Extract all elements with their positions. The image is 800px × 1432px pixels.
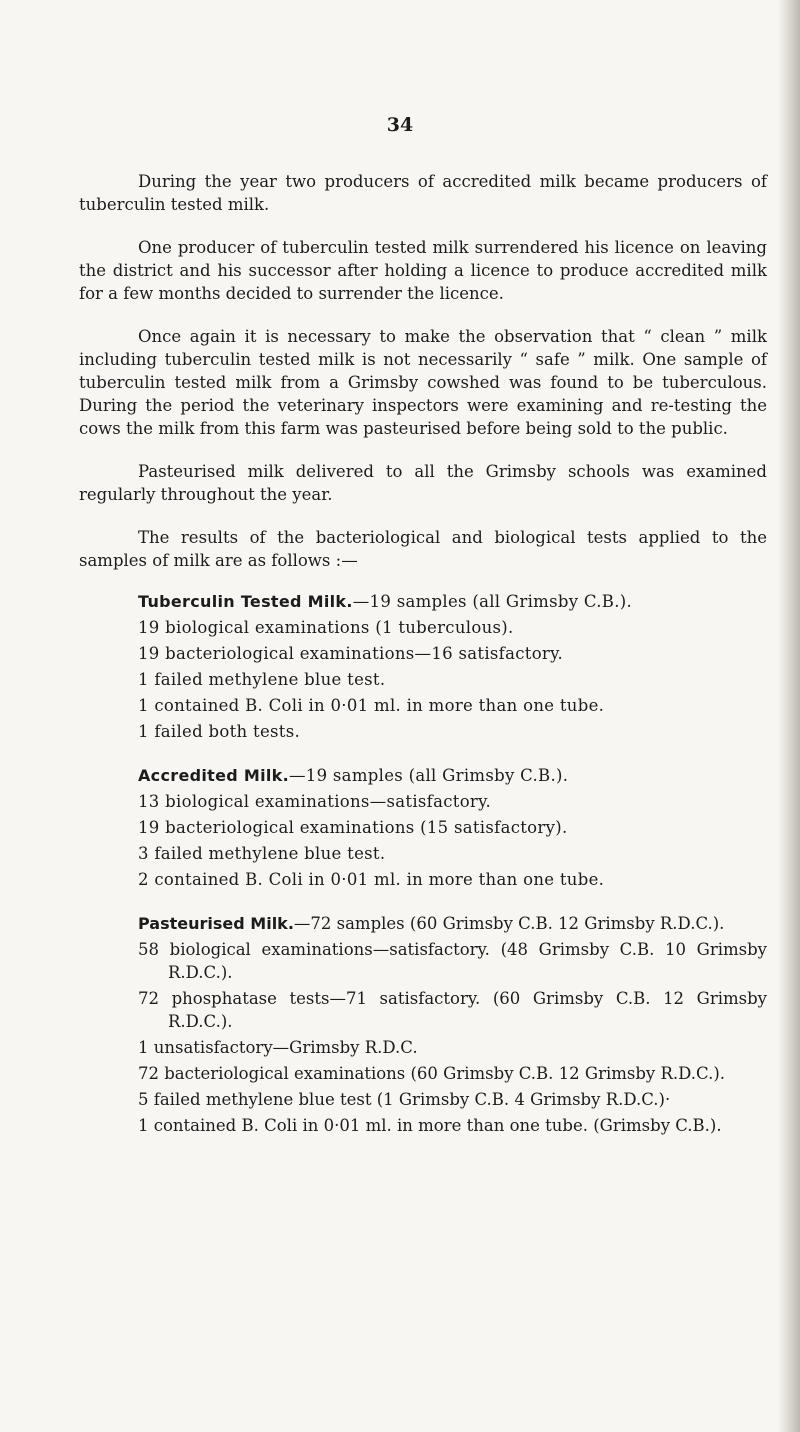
list-item: 72 phosphatase tests—71 satisfactory. (60 Grimsby C.B. 12 Grimsby R.D.C.). [138,989,767,1031]
section-summary: —19 samples (all Grimsby C.B.). [288,766,569,785]
paragraph-clean-vs-safe: Once again it is necessary to make the observation that “ clean ” milk including tuberculin tested milk is not necessarily “ safe ” milk. One sample of tuberculin tested milk from a Grimsby cowshed was found to be tuberculous. During the period the veterinary inspectors were examining and re-testing the cows the milk from this farm was pasteurised before being sold to the public. [79,327,767,438]
list-item: 13 biological examinations—satisfactory. [138,792,492,811]
section-heading [138,590,767,613]
section-title: Tuberculin Tested Milk. [138,592,353,611]
section-pasteurised-milk [79,912,767,1137]
list-item: 1 failed both tests. [138,722,301,741]
paragraph-results-intro: The results of the bacteriological and biological tests applied to the samples of milk are as follows :— [79,528,767,570]
list-item: 19 biological examinations (1 tuberculous). [138,618,514,637]
list-item: 1 failed methylene blue test. [138,670,386,689]
list-item: 72 bacteriological examinations (60 Grimsby C.B. 12 Grimsby R.D.C.). [138,1064,726,1083]
paragraph-licence-surrendered: One producer of tuberculin tested milk surrendered his licence on leaving the district and his successor after holding a licence to produce accredited milk for a few months decided to surrender the licence. [79,238,767,303]
list-item: 19 bacteriological examinations—16 satisfactory. [138,644,564,663]
section-tuberculin-tested-milk [79,590,767,743]
page-edge-shadow [778,0,800,1432]
section-accredited-milk [79,764,767,891]
list-item: 5 failed methylene blue test (1 Grimsby C.B. 4 Grimsby R.D.C.)· [138,1090,671,1109]
section-heading [138,912,767,935]
page-number: 34 [386,114,414,136]
list-item: 2 contained B. Coli in 0·01 ml. in more than one tube. [138,870,605,889]
section-title: Pasteurised Milk. [138,914,294,933]
page-body [79,170,767,1158]
list-item: 3 failed methylene blue test. [138,844,386,863]
section-summary: —19 samples (all Grimsby C.B.). [352,592,633,611]
section-heading [138,764,767,787]
paragraph-schools-milk: Pasteurised milk delivered to all the Grimsby schools was examined regularly throughout the year. [79,462,767,504]
list-item: 58 biological examinations—satisfactory. (48 Grimsby C.B. 10 Grimsby R.D.C.). [138,940,767,982]
list-item: 1 contained B. Coli in 0·01 ml. in more than one tube. (Grimsby C.B.). [138,1116,722,1135]
list-item: 1 unsatisfactory—Grimsby R.D.C. [138,1038,418,1057]
section-summary: —72 samples (60 Grimsby C.B. 12 Grimsby R.D.C.). [293,914,725,933]
list-item: 19 bacteriological examinations (15 satisfactory). [138,818,568,837]
section-title: Accredited Milk. [138,766,289,785]
paragraph-accredited-producers: During the year two producers of accredited milk became producers of tuberculin tested milk. [79,172,767,214]
list-item: 1 contained B. Coli in 0·01 ml. in more than one tube. [138,696,605,715]
